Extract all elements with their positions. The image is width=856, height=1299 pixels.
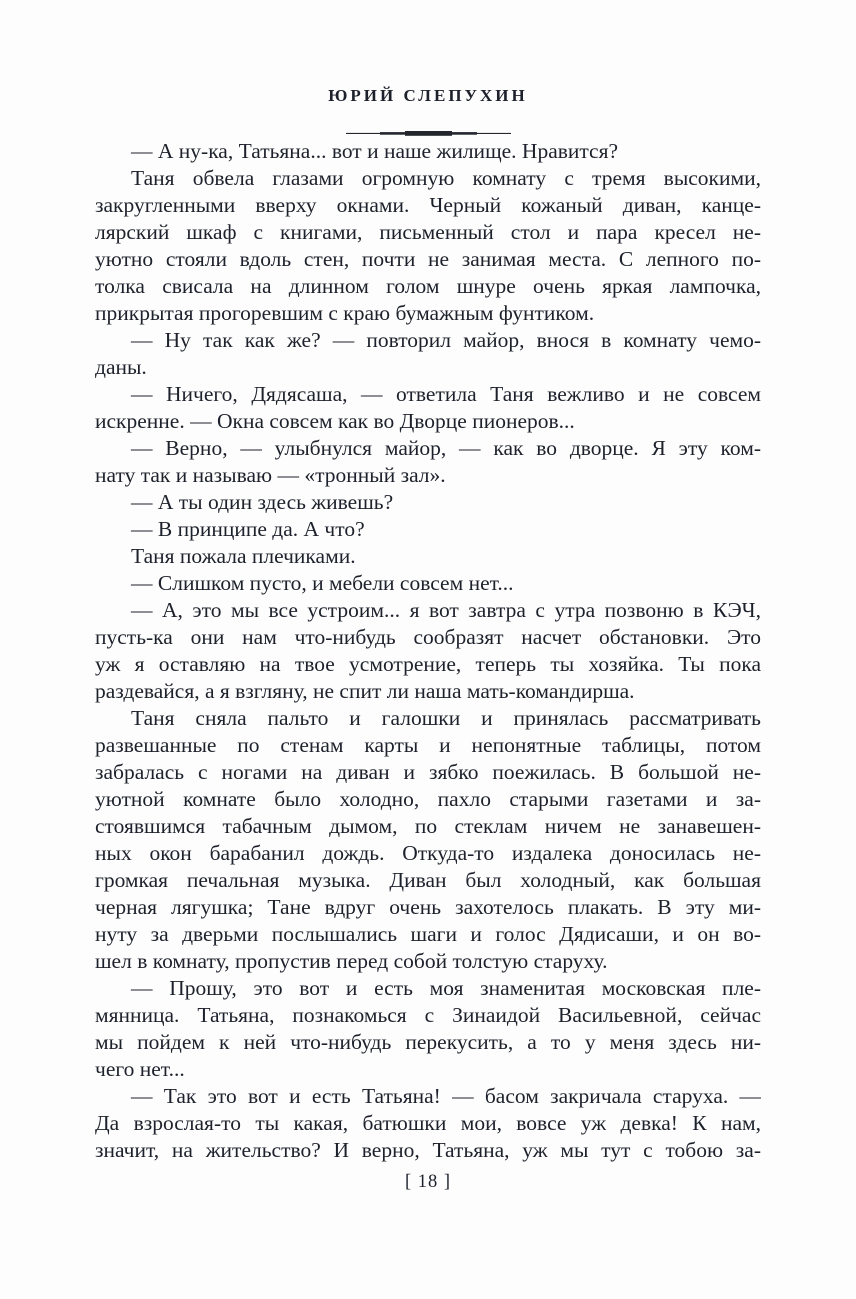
text-line: уютной комнате было холодно, пахло старыми газетами и за- xyxy=(95,787,761,811)
page-header-author: ЮРИЙ СЛЕПУХИН xyxy=(328,86,528,105)
text-line: прикрытая прогоревшим с краю бумажным фунтиком. xyxy=(95,301,595,325)
text-line: — Слишком пусто, и мебели совсем нет... xyxy=(131,571,514,595)
text-line: уж я оставляю на твое усмотрение, теперь ты хозяйка. Ты пока xyxy=(95,652,761,676)
text-line: значит, на жительство? И верно, Татьяна, уж мы тут с тобою за- xyxy=(95,1138,761,1162)
text-line: толка свисала на длинном голом шнуре очень яркая лампочка, xyxy=(95,274,761,298)
text-line: — А ты один здесь живешь? xyxy=(131,490,394,514)
text-line: мы пойдем к ней что-нибудь перекусить, а то у меня здесь ни- xyxy=(95,1030,761,1054)
text-line: Таня пожала плечиками. xyxy=(131,544,356,568)
text-line: нуту за дверьми послышались шаги и голос Дядисаши, и он во- xyxy=(95,922,761,946)
text-line: громкая печальная музыка. Диван был холодный, как большая xyxy=(95,868,761,892)
text-line: — А ну-ка, Татьяна... вот и наше жилище. Нравится? xyxy=(131,139,619,163)
text-line: Да взрослая-то ты какая, батюшки мои, вовсе уж девка! К нам, xyxy=(95,1111,761,1135)
text-line: стоявшимся табачным дымом, по стеклам ничем не занавешен- xyxy=(95,814,761,838)
text-line: — Верно, — улыбнулся майор, — как во дворце. Я эту ком- xyxy=(131,436,761,460)
text-line: нату так и называю — «тронный зал». xyxy=(95,463,446,487)
page-footer xyxy=(0,1172,856,1193)
text-line: раздевайся, а я взгляну, не спит ли наша мать-командирша. xyxy=(95,679,635,703)
running-header xyxy=(0,86,856,142)
text-line: — Прошу, это вот и есть моя знаменитая московская пле- xyxy=(131,976,761,1000)
text-line: Таня обвела глазами огромную комнату с тремя высокими, xyxy=(131,166,761,190)
text-line: развешанные по стенам карты и непонятные таблицы, потом xyxy=(95,733,761,757)
text-line: Таня сняла пальто и галошки и принялась рассматривать xyxy=(131,706,761,730)
text-line: даны. xyxy=(95,355,147,379)
body-text xyxy=(95,138,761,1164)
header-divider-ornament xyxy=(346,130,511,137)
text-line: черная лягушка; Тане вдруг очень захотелось плакать. В эту ми- xyxy=(95,895,761,919)
text-line: забралась с ногами на диван и зябко поежилась. В большой не- xyxy=(95,760,761,784)
text-line: — Ничего, Дядясаша, — ответила Таня вежливо и не совсем xyxy=(131,382,761,406)
text-line: искренне. — Окна совсем как во Дворце пионеров... xyxy=(95,409,575,433)
text-line: — Так это вот и есть Татьяна! — басом закричала старуха. — xyxy=(131,1084,761,1108)
text-line: пусть-ка они нам что-нибудь сообразят насчет обстановки. Это xyxy=(95,625,761,649)
text-line: — А, это мы все устроим... я вот завтра с утра позвоню в КЭЧ, xyxy=(131,598,761,622)
text-line: — В принципе да. А что? xyxy=(131,517,365,541)
text-line: чего нет... xyxy=(95,1057,185,1081)
text-line: уютно стояли вдоль стен, почти не занимая места. С лепного по- xyxy=(95,247,761,271)
text-line: лярский шкаф с книгами, письменный стол и пара кресел не- xyxy=(95,220,761,244)
text-line: закругленными вверху окнами. Черный кожаный диван, канце- xyxy=(95,193,761,217)
page-number: [ 18 ] xyxy=(404,1172,452,1192)
text-line: мянница. Татьяна, познакомься с Зинаидой Васильевной, сейчас xyxy=(95,1003,761,1027)
text-line: ных окон барабанил дождь. Откуда-то издалека доносилась не- xyxy=(95,841,761,865)
text-line: — Ну так как же? — повторил майор, внося в комнату чемо- xyxy=(131,328,761,352)
text-line: шел в комнату, пропустив перед собой толстую старуху. xyxy=(95,949,608,973)
